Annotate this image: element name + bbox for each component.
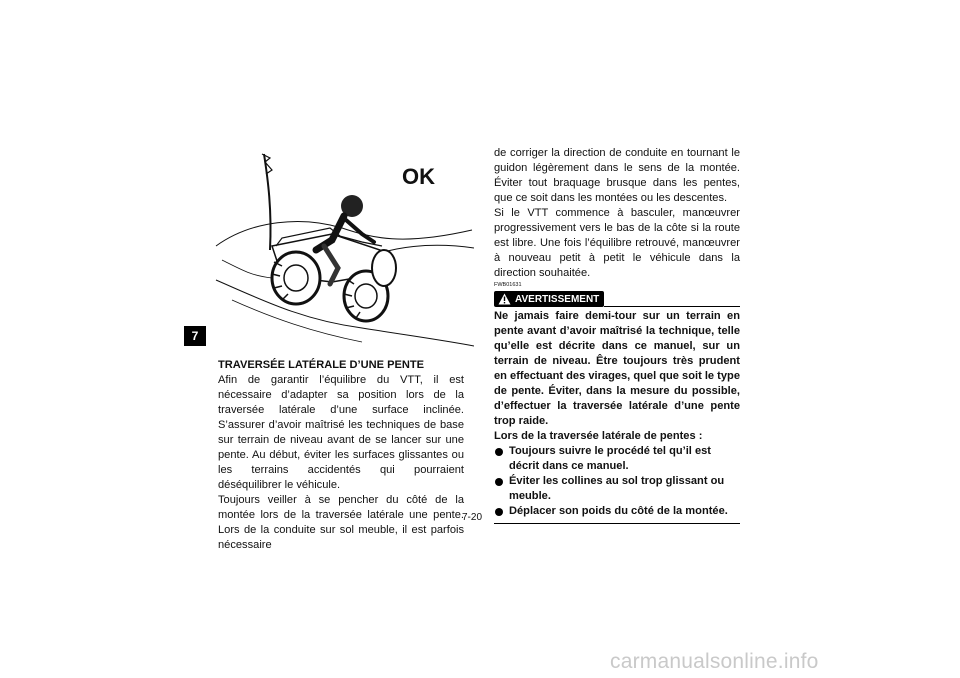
paragraph: Afin de garantir l’équilibre du VTT, il est nécessaire d’adapter sa position lors de la traversée latérale d’une surface inclinée. S’assurer d’avoir maîtrisé les techniques de base sur terrain de niveau avant de se lancer sur une pente. Au début, éviter les surfaces glissantes ou les terrains accidentés qui pourraient déséquilibrer le véhicule. [218, 374, 464, 491]
warning-triangle-icon [498, 293, 511, 305]
chapter-tab: 7 [184, 326, 206, 346]
bullet-icon [495, 448, 503, 456]
warning-end-rule [494, 523, 740, 524]
right-column [494, 146, 740, 524]
list-item-text: Déplacer son poids du côté de la montée. [509, 505, 728, 517]
ok-label: OK [402, 164, 435, 189]
warning-body [494, 309, 740, 519]
list-item [494, 474, 740, 504]
left-column [218, 358, 464, 553]
section-heading: TRAVERSÉE LATÉRALE D’UNE PENTE [218, 359, 425, 371]
paragraph: Si le VTT commence à basculer, manœuvrer progressivement vers le bas de la côte si la route est libre. Une fois l’équilibre retrouvé, manœuvrer à nouveau petit à petit le véhicule dans la direction souhaitée. [494, 207, 740, 279]
bullet-icon [495, 478, 503, 486]
warning-text: Ne jamais faire demi-tour sur un terrain en pente avant d’avoir maîtrisé la technique, telle qu’elle est décrite dans ce manuel, sur un terrain de niveau. Être toujours très prudent en effectuant des virages, quel que soit le type de pente. Éviter, dans la mesure du possible, d’effectuer la traversée latérale d’une pente trop raide. [494, 310, 740, 427]
warning-list [494, 444, 740, 519]
bullet-icon [495, 508, 503, 516]
paragraph: de corriger la direction de conduite en tournant le guidon légèrement dans le sens de la montée. Éviter tout braquage brusque dans les pentes, que ce soit dans les montées ou les descentes. [494, 147, 740, 204]
watermark: carmanualsonline.info [610, 650, 819, 673]
list-item [494, 444, 740, 474]
warning-list-title: Lors de la traversée latérale de pentes : [494, 430, 703, 442]
warning-badge [494, 291, 604, 307]
warning-code: FWB01631 [494, 282, 522, 288]
warning-label: AVERTISSEMENT [515, 293, 600, 305]
list-item-text: Éviter les collines au sol trop glissant ou meuble. [509, 475, 725, 502]
page-number: 7-20 [462, 512, 483, 523]
warning-rule [604, 305, 740, 307]
paragraph: Toujours veiller à se pencher du côté de la montée lors de la traversée latérale une pente. Lors de la conduite sur sol meuble, il est parfois nécessaire [218, 494, 464, 551]
atv-side-slope-illustration [212, 150, 474, 350]
warning-header [494, 290, 740, 307]
list-item [494, 504, 740, 519]
list-item-text: Toujours suivre le procédé tel qu’il est décrit dans ce manuel. [509, 445, 711, 472]
